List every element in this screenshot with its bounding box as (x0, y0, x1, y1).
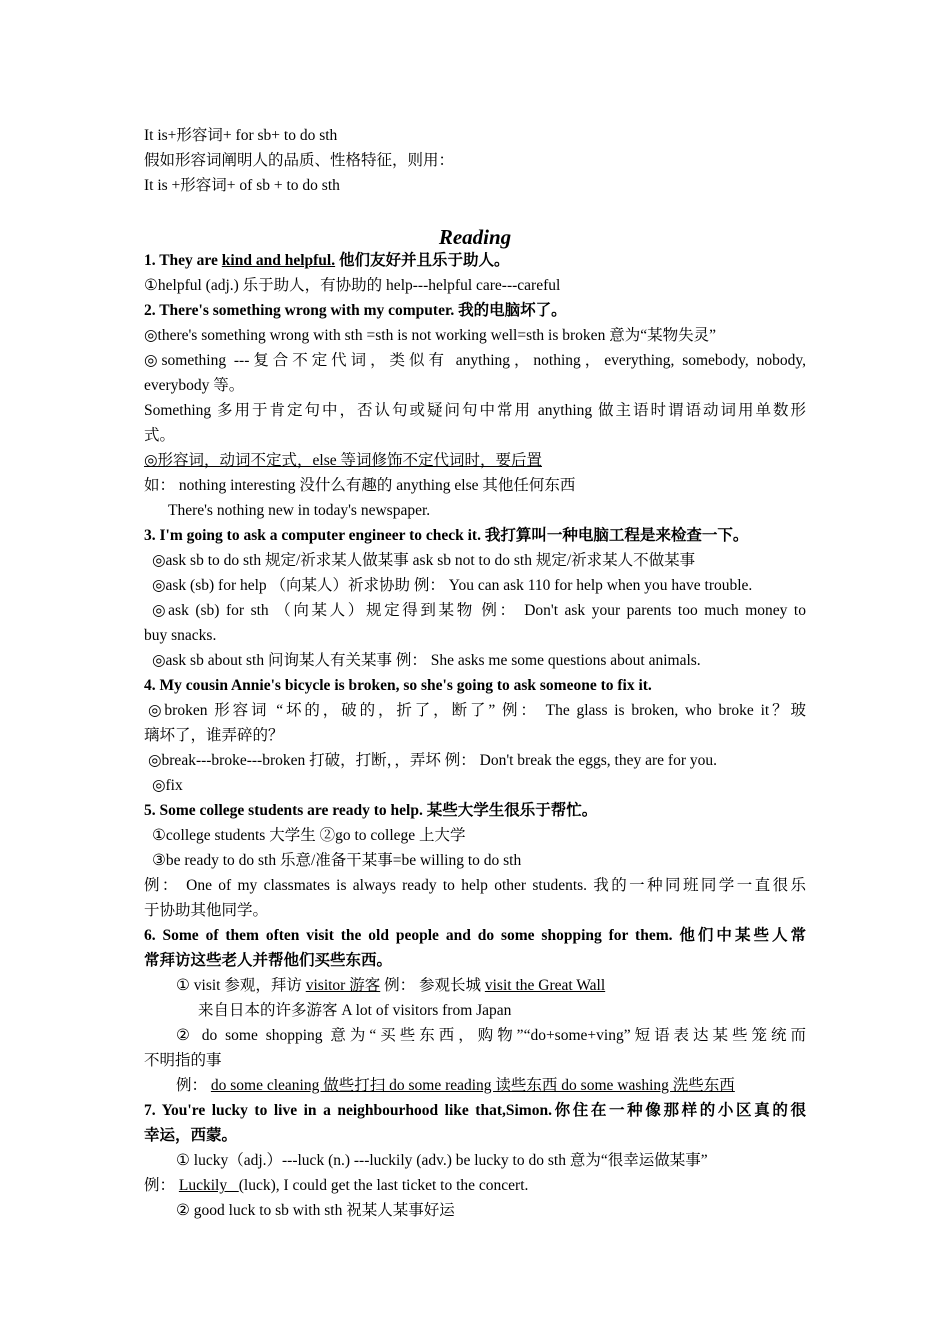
item-6-title: 6. Some of them often visit the old people and do some shopping for them. 他们中某些人常 (144, 927, 806, 944)
item-4-note-1: ◎broken 形容词 “坏的，破的，折了，断了” 例： The glass is broken, who broke it？玻 (148, 702, 806, 719)
item-2-title: 2. There's something wrong with my computer. 我的电脑坏了。 (144, 302, 567, 319)
item-2-note-4: ◎形容词，动词不定式，else 等词修饰不定代词时，要后置 (144, 452, 542, 469)
item-2-note-3: Something 多用于肯定句中，否认句或疑问句中常用 anything 做主语时谓语动词用单数形 (144, 402, 806, 419)
item-7-note-2: ② good luck to sb with sth 祝某人某事好运 (176, 1202, 455, 1219)
item-6-example: 例： do some cleaning 做些打扫 do some reading 读些东西 do some washing 洗些东西 (176, 1077, 735, 1094)
item-5-note-1: ①college students 大学生 ②go to college 上大学 (152, 827, 466, 844)
item-5-example: 例： One of my classmates is always ready to help other students. 我的一种同班同学一直很乐 (144, 877, 806, 894)
item-2-note-2: ◎something ---复合不定代词，类似有 anything，nothing，everything, somebody, nobody, (144, 352, 806, 369)
item-4-note-3: ◎fix (152, 777, 183, 794)
intro-line-3: It is +形容词+ of sb + to do sth (144, 177, 340, 194)
item-4-note-2: ◎break---broke---broken 打破，打断，，弄坏 例： Don't break the eggs, they are for you. (148, 752, 717, 769)
item-3-note-3: ◎ask (sb) for sth （向某人）规定得到某物 例： Don't ask your parents too much money to (152, 602, 806, 619)
item-2-note-3-cont: 式。 (144, 427, 176, 444)
item-6-note-1-example: 来自日本的许多游客 A lot of visitors from Japan (198, 1002, 512, 1019)
item-7-note-1: ① lucky（adj.）---luck (n.) ---luckily (adv.) be lucky to do sth 意为“很幸运做某事” (176, 1152, 708, 1169)
item-3-title: 3. I'm going to ask a computer engineer to check it. 我打算叫一种电脑工程是来检查一下。 (144, 527, 749, 544)
item-3-note-2: ◎ask (sb) for help （向某人）祈求协助 例： You can ask 110 for help when you have trouble. (152, 577, 753, 594)
item-6-title-cont: 常拜访这些老人并帮他们买些东西。 (144, 952, 393, 969)
item-3-note-1: ◎ask sb to do sth 规定/祈求某人做某事 ask sb not to do sth 规定/祈求某人不做某事 (152, 552, 696, 569)
item-2-example: 如： nothing interesting 没什么有趣的 anything else 其他任何东西 (144, 477, 576, 494)
item-4-note-1-cont: 璃坏了，谁弄碎的？ (144, 727, 284, 744)
item-5-example-cont: 于协助其他同学。 (144, 902, 269, 919)
item-3-note-3-cont: buy snacks. (144, 627, 217, 644)
item-3-note-4: ◎ask sb about sth 问询某人有关某事 例： She asks me some questions about animals. (152, 652, 701, 669)
item-5-title: 5. Some college students are ready to help. 某些大学生很乐于帮忙。 (144, 802, 598, 819)
item-4-title: 4. My cousin Annie's bicycle is broken, so she's going to ask someone to fix it. (144, 677, 652, 694)
intro-line-2: 假如形容词阐明人的品质、性格特征，则用： (144, 152, 455, 169)
item-1-title: 1. They are kind and helpful. 他们友好并且乐于助人。 (144, 252, 510, 269)
item-2-note-2-cont: everybody 等。 (144, 377, 245, 394)
item-7-example: 例： Luckily (luck), I could get the last ticket to the concert. (144, 1177, 529, 1194)
item-2-note-1: ◎there's something wrong with sth =sth is not working well=sth is broken 意为“某物失灵” (144, 327, 716, 344)
section-heading: Reading (438, 225, 512, 249)
item-6-note-1: ① visit 参观，拜访 visitor 游客 例： 参观长城 visit the Great Wall (176, 977, 606, 994)
item-6-note-2-cont: 不明指的事 (144, 1052, 222, 1069)
item-6-note-2: ② do some shopping 意为“买些东西，购物”“do+some+ving”短语表达某些笼统而 (176, 1027, 806, 1044)
item-2-example-sentence: There's nothing new in today's newspaper. (168, 502, 431, 519)
intro-line-1: It is+形容词+ for sb+ to do sth (144, 127, 338, 144)
item-7-title: 7. You're lucky to live in a neighbourhood like that,Simon.你住在一种像那样的小区真的很 (144, 1102, 806, 1119)
item-7-title-cont: 幸运，西蒙。 (144, 1127, 238, 1144)
item-1-note: ①helpful (adj.) 乐于助人，有协助的 help---helpful care---careful (144, 277, 561, 294)
item-5-note-2: ③be ready to do sth 乐意/准备干某事=be willing to do sth (152, 852, 522, 869)
